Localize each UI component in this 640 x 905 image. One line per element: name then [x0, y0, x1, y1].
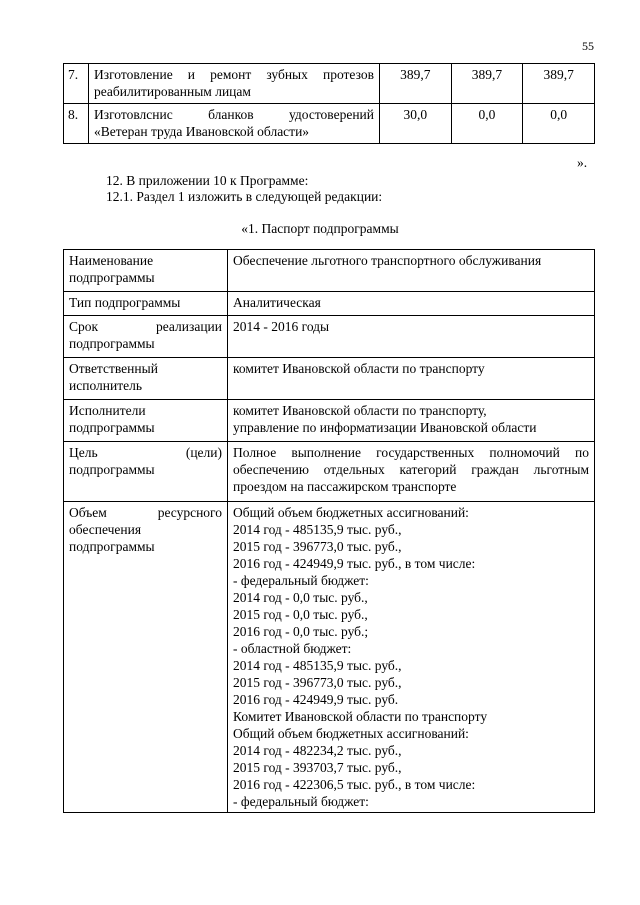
row-label [64, 442, 228, 502]
word: удостоверений [288, 107, 374, 122]
value-2016: 389,7 [523, 64, 595, 104]
page-number: 55 [582, 39, 594, 53]
value-2016: 0,0 [523, 104, 595, 144]
funding-line: 2014 год - 482234,2 тыс. руб., [233, 743, 402, 758]
row-label [64, 250, 228, 292]
subprogram-passport-table [63, 249, 595, 813]
value-2014: 389,7 [380, 64, 452, 104]
label-line: подпрограммы [69, 336, 155, 351]
label-line: Наименование [69, 253, 154, 268]
label-line [69, 444, 222, 461]
row-label [64, 400, 228, 442]
label-line: подпрограммы [69, 270, 155, 285]
word: бланков [208, 107, 254, 122]
label-line: исполнитель [69, 378, 142, 393]
description-line [94, 66, 374, 83]
row-label: Тип подпрограммы [64, 292, 228, 316]
table-row [64, 358, 595, 400]
row-number: 8. [64, 104, 89, 144]
row-value: 2014 - 2016 годы [228, 316, 595, 358]
word: ресурсного [157, 505, 222, 520]
funding-line: 2015 год - 396773,0 тыс. руб., [233, 539, 402, 554]
funding-line: Общий объем бюджетных ассигнований: [233, 505, 469, 520]
word: реализации [156, 319, 222, 334]
word: Изготовлснис [94, 107, 173, 122]
table-row [64, 104, 595, 144]
row-value: Полное выполнение государственных полномочий по обеспечению отдельных категорий граждан льготным проездом на пассажирском транспорте [228, 442, 595, 502]
row-value: Обеспечение льготного транспортного обслуживания [228, 250, 595, 292]
row-label [64, 316, 228, 358]
label-line: Ответственный [69, 361, 158, 376]
table-row [64, 250, 595, 292]
row-value [228, 502, 595, 813]
label-line: подпрограммы [69, 462, 155, 477]
description-line [94, 106, 374, 123]
funding-line: 2015 год - 0,0 тыс. руб., [233, 607, 368, 622]
row-value [228, 400, 595, 442]
funding-line: 2015 год - 393703,7 тыс. руб., [233, 760, 402, 775]
word: (цели) [185, 445, 222, 460]
word: Цель [69, 445, 98, 460]
value-2015: 389,7 [451, 64, 523, 104]
table-row [64, 502, 595, 813]
expenditure-table-continuation [63, 63, 595, 144]
paragraph: 12. В приложении 10 к Программе: [106, 173, 309, 188]
label-line [69, 318, 222, 335]
funding-line: 2014 год - 0,0 тыс. руб., [233, 590, 368, 605]
table-row [64, 64, 595, 104]
funding-line: 2016 год - 0,0 тыс. руб.; [233, 624, 369, 639]
row-value: Аналитическая [228, 292, 595, 316]
row-label [64, 358, 228, 400]
value-line: комитет Ивановской области по транспорту, [233, 403, 487, 418]
label-line: обеспечения [69, 522, 142, 537]
paragraph: 12.1. Раздел 1 изложить в следующей редакции: [106, 189, 383, 204]
word: ремонт [210, 67, 252, 82]
row-label [64, 502, 228, 813]
funding-line: 2014 год - 485135,9 тыс. руб., [233, 522, 402, 537]
funding-line: 2014 год - 485135,9 тыс. руб., [233, 658, 402, 673]
value-2014: 30,0 [380, 104, 452, 144]
row-value: комитет Ивановской области по транспорту [228, 358, 595, 400]
row-number: 7. [64, 64, 89, 104]
funding-line: 2015 год - 396773,0 тыс. руб., [233, 675, 402, 690]
description-line: «Ветеран труда Ивановской области» [94, 124, 310, 139]
section-heading: «1. Паспорт подпрограммы [241, 221, 399, 236]
label-line: подпрограммы [69, 539, 155, 554]
funding-line: Комитет Ивановской области по транспорту [233, 709, 488, 724]
funding-line: - федеральный бюджет: [233, 573, 369, 588]
row-description [89, 104, 380, 144]
word: протезов [322, 67, 374, 82]
funding-line: Общий объем бюджетных ассигнований: [233, 726, 469, 741]
funding-line: 2016 год - 422306,5 тыс. руб., в том числе: [233, 777, 476, 792]
label-line [69, 504, 222, 521]
word: и [187, 67, 196, 82]
funding-line: - областной бюджет: [233, 641, 352, 656]
label-line: подпрограммы [69, 420, 155, 435]
closing-quote: ». [577, 155, 588, 170]
word: Изготовление [94, 67, 173, 82]
funding-line: 2016 год - 424949,9 тыс. руб. [233, 692, 399, 707]
funding-line: - федеральный бюджет: [233, 794, 369, 809]
value-2015: 0,0 [451, 104, 523, 144]
label-line: Исполнители [69, 403, 146, 418]
description-line: реабилитированным лицам [94, 84, 251, 99]
value-line: управление по информатизации Ивановской области [233, 420, 537, 435]
word: Объем [69, 505, 107, 520]
table-row [64, 316, 595, 358]
table-row [64, 400, 595, 442]
table-row [64, 292, 595, 316]
row-description [89, 64, 380, 104]
word: зубных [266, 67, 308, 82]
funding-line: 2016 год - 424949,9 тыс. руб., в том числе: [233, 556, 476, 571]
table-row [64, 442, 595, 502]
word: Срок [69, 319, 99, 334]
